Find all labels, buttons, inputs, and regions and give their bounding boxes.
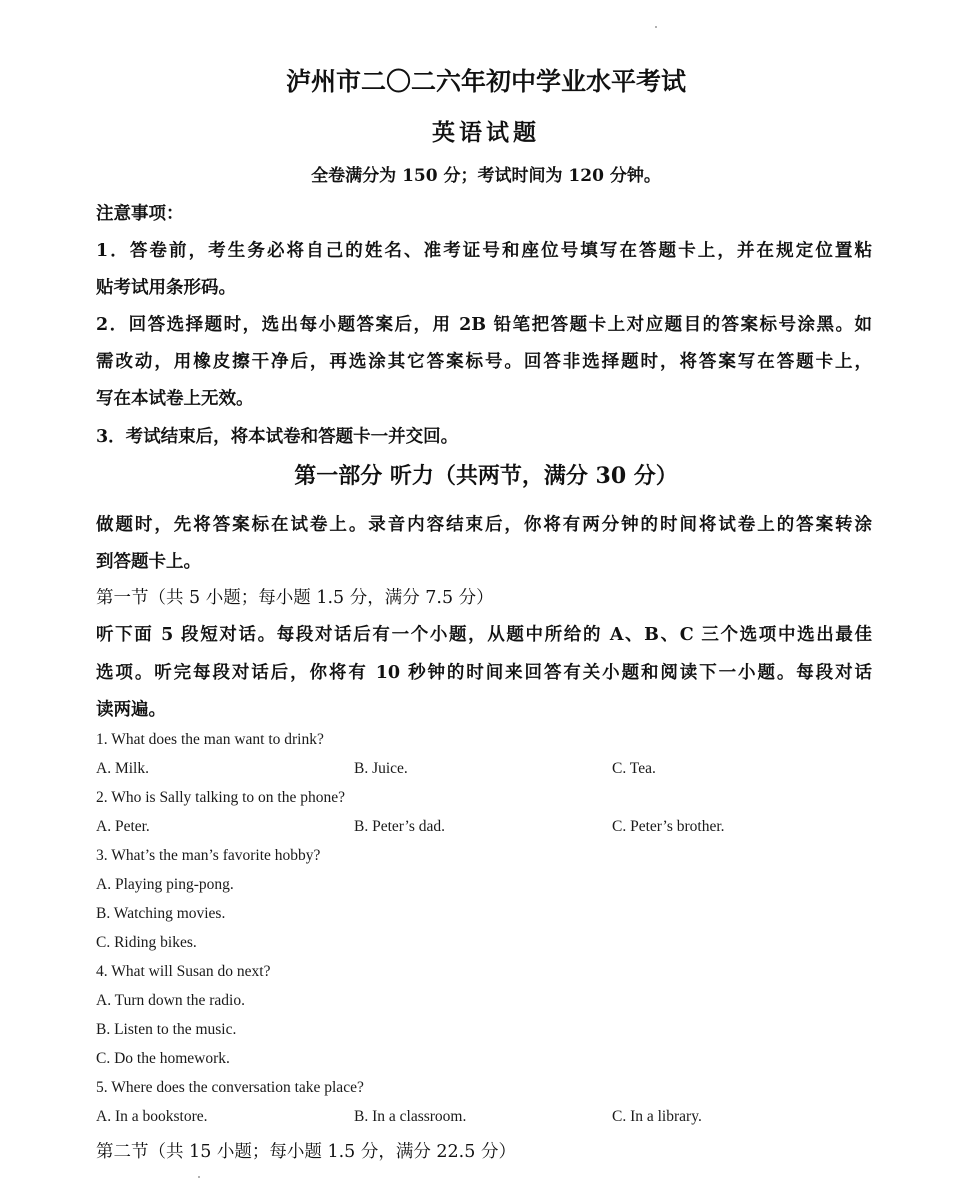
question-1-option-b: B. Juice. xyxy=(354,760,408,777)
question-4-option-a: A. Turn down the radio. xyxy=(96,992,245,1009)
part-1-intro-line-2: 到答题卡上。 xyxy=(96,552,201,572)
question-5-option-a: A. In a bookstore. xyxy=(96,1108,208,1125)
question-1-option-a: A. Milk. xyxy=(96,760,149,777)
section-1-heading: 第一节（共 5 小题；每小题 1.5 分，满分 7.5 分） xyxy=(96,588,494,608)
question-4-option-c: C. Do the homework. xyxy=(96,1050,230,1067)
note-2-line-3: 写在本试卷上无效。 xyxy=(96,389,254,409)
question-3-option-b: B. Watching movies. xyxy=(96,905,226,922)
full-mark-note: 全卷满分为 150 分；考试时间为 120 分钟。 xyxy=(311,166,661,186)
question-3: 3. What’s the man’s favorite hobby? xyxy=(96,847,321,864)
note-2-line-1: 2．回答选择题时，选出每小题答案后，用 2B 铅笔把答题卡上对应题目的答案标号涂黑。如 xyxy=(96,315,872,335)
question-2-option-a: A. Peter. xyxy=(96,818,150,835)
note-1-line-2: 贴考试用条形码。 xyxy=(96,278,236,298)
question-2-option-b: B. Peter’s dad. xyxy=(354,818,445,835)
scan-speck xyxy=(655,26,657,28)
question-4: 4. What will Susan do next? xyxy=(96,963,271,980)
question-2: 2. Who is Sally talking to on the phone? xyxy=(96,789,345,806)
note-2-line-2: 需改动，用橡皮擦干净后，再选涂其它答案标号。回答非选择题时，将答案写在答题卡上， xyxy=(96,352,872,372)
section-1-instruction-line-1: 听下面 5 段短对话。每段对话后有一个小题，从题中所给的 A、B、C 三个选项中选出最佳 xyxy=(96,625,872,645)
question-3-option-c: C. Riding bikes. xyxy=(96,934,197,951)
exam-subject: 英语试题 xyxy=(432,119,540,146)
notes-heading: 注意事项： xyxy=(96,204,184,224)
question-5-option-c: C. In a library. xyxy=(612,1108,702,1125)
question-1-option-c: C. Tea. xyxy=(612,760,656,777)
section-1-instruction-line-3: 读两遍。 xyxy=(96,700,166,720)
exam-title: 泸州市二〇二六年初中学业水平考试 xyxy=(285,67,686,96)
section-1-instruction-line-2: 选项。听完每段对话后，你将有 10 秒钟的时间来回答有关小题和阅读下一小题。每段对话 xyxy=(96,663,872,683)
question-2-option-c: C. Peter’s brother. xyxy=(612,818,725,835)
question-5: 5. Where does the conversation take place? xyxy=(96,1079,364,1096)
section-2-heading: 第二节（共 15 小题；每小题 1.5 分，满分 22.5 分） xyxy=(96,1142,516,1162)
question-5-option-b: B. In a classroom. xyxy=(354,1108,467,1125)
note-3-line-1: 3．考试结束后，将本试卷和答题卡一并交回。 xyxy=(96,427,459,447)
question-3-option-a: A. Playing ping-pong. xyxy=(96,876,234,893)
note-1-line-1: 1．答卷前，考生务必将自己的姓名、准考证号和座位号填写在答题卡上，并在规定位置粘 xyxy=(96,241,872,261)
part-1-heading: 第一部分 听力（共两节，满分 30 分） xyxy=(294,463,678,489)
part-1-intro-line-1: 做题时，先将答案标在试卷上。录音内容结束后，你将有两分钟的时间将试卷上的答案转涂 xyxy=(96,515,872,535)
question-4-option-b: B. Listen to the music. xyxy=(96,1021,237,1038)
scan-speck xyxy=(198,1176,200,1178)
question-1: 1. What does the man want to drink? xyxy=(96,731,324,748)
